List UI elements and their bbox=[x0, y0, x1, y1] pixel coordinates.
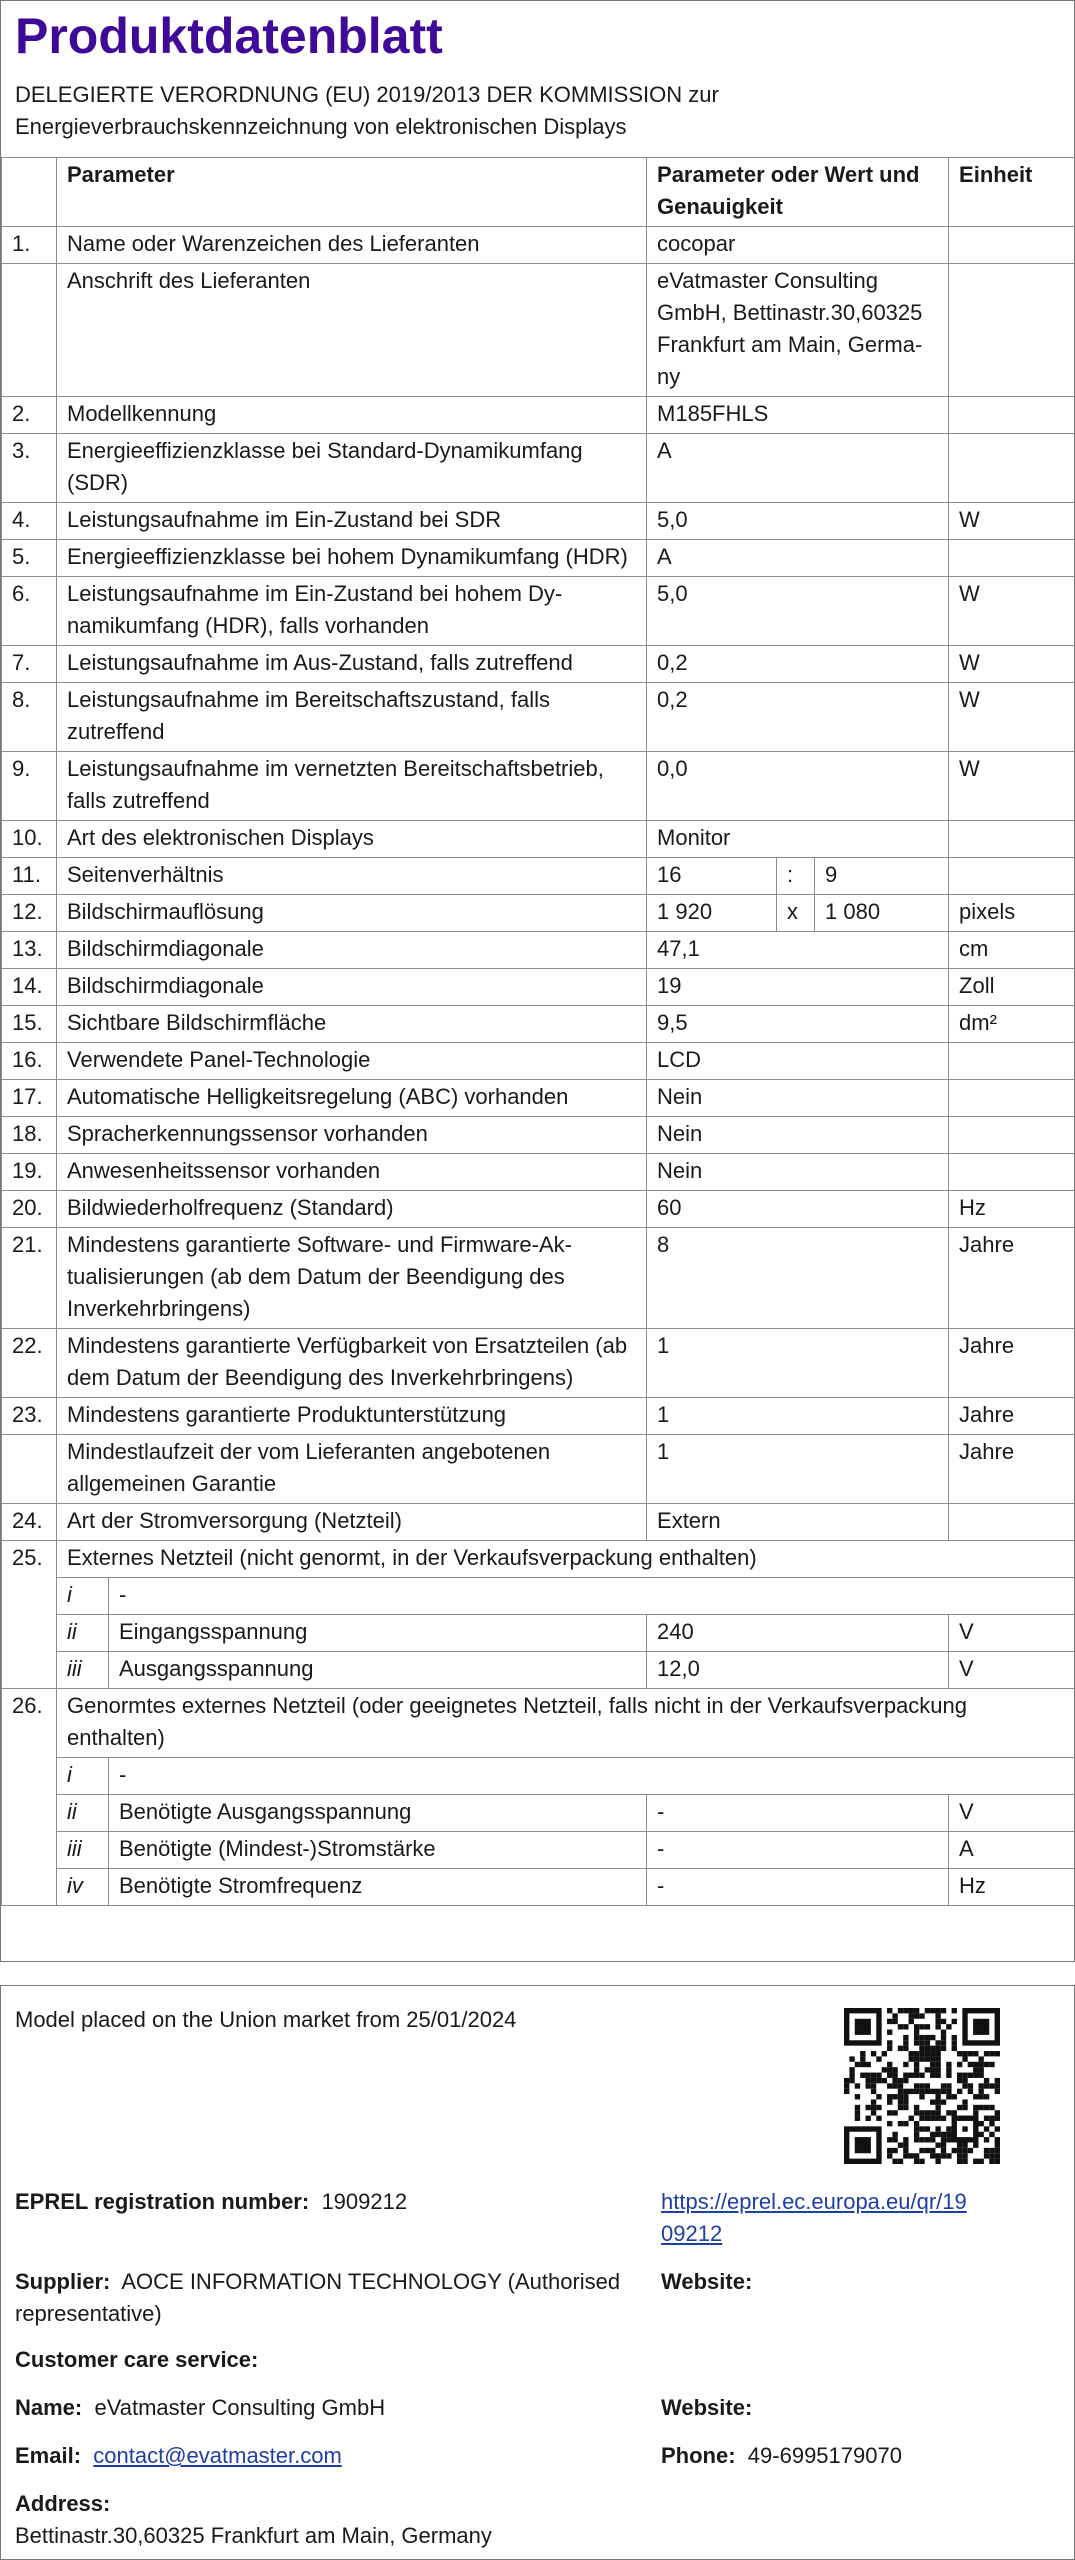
sub-parameter: Benötigte (Mindest-)Stromstärke bbox=[109, 1832, 647, 1869]
row-parameter: Modellkennung bbox=[57, 397, 647, 434]
sub-parameter: - bbox=[109, 1578, 1075, 1615]
customer-care-label: Customer care service: bbox=[15, 2347, 259, 2372]
header-value: Parameter oder Wert und Genauigkeit bbox=[647, 158, 949, 227]
psu-sub-row bbox=[2, 1615, 1075, 1652]
row-parameter: Spracherkennungssensor vorhanden bbox=[57, 1117, 647, 1154]
sub-unit: V bbox=[949, 1795, 1075, 1832]
care-email-link[interactable]: contact@evatmaster.com bbox=[93, 2443, 342, 2468]
row-unit bbox=[949, 434, 1075, 503]
row-value: 1 bbox=[647, 1398, 949, 1435]
row-number: 25. bbox=[2, 1541, 57, 1689]
row-unit: W bbox=[949, 752, 1075, 821]
row-value: 0,0 bbox=[647, 752, 949, 821]
row-number: 15. bbox=[2, 1006, 57, 1043]
row-parameter: Energieeffizienzklasse bei Standard-Dynamikumfang (SDR) bbox=[57, 434, 647, 503]
row-unit bbox=[949, 1043, 1075, 1080]
psu-sub-row bbox=[2, 1795, 1075, 1832]
row-parameter: Verwendete Panel-Technologie bbox=[57, 1043, 647, 1080]
sub-index: iv bbox=[57, 1869, 109, 1906]
row-number: 2. bbox=[2, 397, 57, 434]
eprel-link-line1[interactable]: https://eprel.ec.europa.eu/qr/19 bbox=[661, 2189, 967, 2214]
row-unit bbox=[949, 821, 1075, 858]
row-unit: Jahre bbox=[949, 1228, 1075, 1329]
row-parameter: Leistungsaufnahme im Aus-Zustand, falls zutreffend bbox=[57, 646, 647, 683]
eprel-reg-number: 1909212 bbox=[321, 2189, 408, 2214]
psu-section-title: Externes Netzteil (nicht genormt, in der Verkaufsverpackung enthalten) bbox=[57, 1541, 1075, 1578]
row-value: A bbox=[647, 540, 949, 577]
row-number: 14. bbox=[2, 969, 57, 1006]
row-value-right: 9 bbox=[815, 858, 949, 895]
row-parameter: Art der Stromversorgung (Netzteil) bbox=[57, 1504, 647, 1541]
table-row bbox=[2, 969, 1075, 1006]
row-number: 5. bbox=[2, 540, 57, 577]
page-title: Produktdatenblatt bbox=[15, 8, 443, 64]
row-value: 9,5 bbox=[647, 1006, 949, 1043]
row-parameter: Energieeffizienzklasse bei hohem Dynamikumfang (HDR) bbox=[57, 540, 647, 577]
row-unit: pixels bbox=[949, 895, 1075, 932]
table-row bbox=[2, 683, 1075, 752]
care-email-label: Email: bbox=[15, 2443, 82, 2468]
row-unit bbox=[949, 858, 1075, 895]
row-value-separator: x bbox=[777, 895, 815, 932]
table-row bbox=[2, 1043, 1075, 1080]
row-parameter: Sichtbare Bildschirmfläche bbox=[57, 1006, 647, 1043]
row-number: 11. bbox=[2, 858, 57, 895]
row-parameter: Leistungsaufnahme im Ein-Zustand bei hohem Dynamikumfang (HDR), falls vorhanden bbox=[57, 577, 647, 646]
eprel-link[interactable] bbox=[661, 2186, 967, 2250]
row-value-separator: : bbox=[777, 858, 815, 895]
row-number: 3. bbox=[2, 434, 57, 503]
table-row bbox=[2, 1191, 1075, 1228]
sub-parameter: Eingangsspannung bbox=[109, 1615, 647, 1652]
row-value: 8 bbox=[647, 1228, 949, 1329]
row-unit bbox=[949, 1504, 1075, 1541]
row-number: 6. bbox=[2, 577, 57, 646]
row-number: 9. bbox=[2, 752, 57, 821]
row-value: Nein bbox=[647, 1080, 949, 1117]
row-number: 1. bbox=[2, 227, 57, 264]
row-unit: W bbox=[949, 577, 1075, 646]
row-unit bbox=[949, 227, 1075, 264]
sub-unit: A bbox=[949, 1832, 1075, 1869]
row-unit: cm bbox=[949, 932, 1075, 969]
header-unit: Einheit bbox=[949, 158, 1075, 227]
row-parameter: Mindestens garantierte Software- und Firmware-Aktualisierungen (ab dem Datum der Beendigung des Inverkehrbringens) bbox=[57, 1228, 647, 1329]
row-value-right: 1 080 bbox=[815, 895, 949, 932]
row-number: 18. bbox=[2, 1117, 57, 1154]
table-row bbox=[2, 1006, 1075, 1043]
row-parameter: Bildwiederholfrequenz (Standard) bbox=[57, 1191, 647, 1228]
psu-sub-row bbox=[2, 1869, 1075, 1906]
row-unit bbox=[949, 1080, 1075, 1117]
row-value-left: 1 920 bbox=[647, 895, 777, 932]
sub-parameter: Benötigte Ausgangsspannung bbox=[109, 1795, 647, 1832]
table-row bbox=[2, 932, 1075, 969]
care-address-label: Address: bbox=[15, 2491, 111, 2516]
table-row bbox=[2, 577, 1075, 646]
table-row bbox=[2, 264, 1075, 397]
sub-value: 12,0 bbox=[647, 1652, 949, 1689]
psu-section-title: Genormtes externes Netzteil (oder geeignetes Netzteil, falls nicht in der Verkaufsverpackung enthalten) bbox=[57, 1689, 1075, 1758]
row-unit bbox=[949, 1154, 1075, 1191]
row-value: 1 bbox=[647, 1435, 949, 1504]
row-value: eVatmaster Consulting GmbH, Bettinastr.30,60325 Frankfurt am Main, Germany bbox=[647, 264, 949, 397]
sub-parameter: - bbox=[109, 1758, 1075, 1795]
table-row bbox=[2, 1117, 1075, 1154]
row-parameter: Bildschirmdiagonale bbox=[57, 932, 647, 969]
row-number: 21. bbox=[2, 1228, 57, 1329]
row-value: Extern bbox=[647, 1504, 949, 1541]
row-parameter: Mindestens garantierte Verfügbarkeit von Ersatzteilen (ab dem Datum der Beendigung des Inverkehrbringens) bbox=[57, 1329, 647, 1398]
table-row bbox=[2, 1504, 1075, 1541]
row-value: 5,0 bbox=[647, 577, 949, 646]
row-parameter: Automatische Helligkeitsregelung (ABC) vorhanden bbox=[57, 1080, 647, 1117]
row-unit: Hz bbox=[949, 1191, 1075, 1228]
table-row bbox=[2, 646, 1075, 683]
row-parameter: Anschrift des Lieferanten bbox=[57, 264, 647, 397]
row-number: 19. bbox=[2, 1154, 57, 1191]
row-number: 26. bbox=[2, 1689, 57, 1906]
eprel-reg-label: EPREL registration number: bbox=[15, 2189, 310, 2214]
psu-section-row bbox=[2, 1689, 1075, 1758]
sub-index: ii bbox=[57, 1615, 109, 1652]
care-phone-value: 49-6995179070 bbox=[747, 2443, 902, 2468]
table-row bbox=[2, 1228, 1075, 1329]
row-parameter: Bildschirmauflösung bbox=[57, 895, 647, 932]
row-number: 16. bbox=[2, 1043, 57, 1080]
row-unit: W bbox=[949, 683, 1075, 752]
row-parameter: Name oder Warenzeichen des Lieferanten bbox=[57, 227, 647, 264]
row-number: 20. bbox=[2, 1191, 57, 1228]
row-parameter: Seitenverhältnis bbox=[57, 858, 647, 895]
row-value: Nein bbox=[647, 1117, 949, 1154]
table-row bbox=[2, 752, 1075, 821]
sub-value: - bbox=[647, 1832, 949, 1869]
care-address-value: Bettinastr.30,60325 Frankfurt am Main, Germany bbox=[15, 2523, 492, 2548]
eprel-link-line2[interactable]: 09212 bbox=[661, 2221, 723, 2246]
row-parameter: Art des elektronischen Displays bbox=[57, 821, 647, 858]
row-unit bbox=[949, 264, 1075, 397]
row-value: 60 bbox=[647, 1191, 949, 1228]
row-number bbox=[2, 1435, 57, 1504]
row-parameter: Leistungsaufnahme im Ein-Zustand bei SDR bbox=[57, 503, 647, 540]
row-number: 10. bbox=[2, 821, 57, 858]
row-value: 1 bbox=[647, 1329, 949, 1398]
care-name-value: eVatmaster Consulting GmbH bbox=[94, 2395, 386, 2420]
sub-index: i bbox=[57, 1758, 109, 1795]
regulation-subtitle: DELEGIERTE VERORDNUNG (EU) 2019/2013 DER KOMMISSION zur Energieverbrauchskennzeichnung von elektronischen Displays bbox=[15, 82, 719, 139]
row-unit: W bbox=[949, 646, 1075, 683]
row-unit bbox=[949, 1117, 1075, 1154]
row-unit: Jahre bbox=[949, 1435, 1075, 1504]
row-number: 13. bbox=[2, 932, 57, 969]
row-value: LCD bbox=[647, 1043, 949, 1080]
supplier-label: Supplier: bbox=[15, 2269, 111, 2294]
table-row bbox=[2, 227, 1075, 264]
row-unit: Zoll bbox=[949, 969, 1075, 1006]
row-number: 12. bbox=[2, 895, 57, 932]
row-number: 17. bbox=[2, 1080, 57, 1117]
care-website-label: Website: bbox=[661, 2395, 753, 2420]
table-row bbox=[2, 895, 1075, 932]
row-parameter: Mindestens garantierte Produktunterstützung bbox=[57, 1398, 647, 1435]
table-row bbox=[2, 1080, 1075, 1117]
psu-sub-row bbox=[2, 1758, 1075, 1795]
table-header-row bbox=[2, 158, 1075, 227]
row-parameter: Mindestlaufzeit der vom Lieferanten angebotenen allgemeinen Garantie bbox=[57, 1435, 647, 1504]
header-num-cell bbox=[2, 158, 57, 227]
row-unit bbox=[949, 540, 1075, 577]
sub-unit: Hz bbox=[949, 1869, 1075, 1906]
row-value: 47,1 bbox=[647, 932, 949, 969]
row-value: Monitor bbox=[647, 821, 949, 858]
table-row bbox=[2, 434, 1075, 503]
psu-sub-row bbox=[2, 1832, 1075, 1869]
row-unit bbox=[949, 397, 1075, 434]
row-value: Nein bbox=[647, 1154, 949, 1191]
row-number: 24. bbox=[2, 1504, 57, 1541]
sub-index: iii bbox=[57, 1832, 109, 1869]
sub-index: i bbox=[57, 1578, 109, 1615]
row-value-left: 16 bbox=[647, 858, 777, 895]
table-row bbox=[2, 1435, 1075, 1504]
care-phone-label: Phone: bbox=[661, 2443, 736, 2468]
row-number: 7. bbox=[2, 646, 57, 683]
row-parameter: Anwesenheitssensor vorhanden bbox=[57, 1154, 647, 1191]
row-number: 23. bbox=[2, 1398, 57, 1435]
table-row bbox=[2, 1398, 1075, 1435]
table-row bbox=[2, 397, 1075, 434]
parameter-table bbox=[1, 157, 1075, 1906]
sub-index: iii bbox=[57, 1652, 109, 1689]
sub-parameter: Benötigte Stromfrequenz bbox=[109, 1869, 647, 1906]
row-parameter: Bildschirmdiagonale bbox=[57, 969, 647, 1006]
table-row bbox=[2, 821, 1075, 858]
care-name-label: Name: bbox=[15, 2395, 83, 2420]
row-value: M185FHLS bbox=[647, 397, 949, 434]
row-number bbox=[2, 264, 57, 397]
table-row bbox=[2, 1329, 1075, 1398]
table-row bbox=[2, 1154, 1075, 1191]
table-row bbox=[2, 540, 1075, 577]
row-number: 4. bbox=[2, 503, 57, 540]
supplier-website-label: Website: bbox=[661, 2269, 753, 2294]
row-number: 8. bbox=[2, 683, 57, 752]
table-row bbox=[2, 503, 1075, 540]
row-unit: Jahre bbox=[949, 1398, 1075, 1435]
row-parameter: Leistungsaufnahme im vernetzten Bereitschaftsbetrieb, falls zutreffend bbox=[57, 752, 647, 821]
sub-index: ii bbox=[57, 1795, 109, 1832]
market-placement-text: Model placed on the Union market from 25/01/2024 bbox=[15, 2007, 517, 2032]
sub-value: 240 bbox=[647, 1615, 949, 1652]
supplier-line1: AOCE INFORMATION TECHNOLOGY (Authorised bbox=[121, 2269, 621, 2294]
row-value: 19 bbox=[647, 969, 949, 1006]
row-value: cocopar bbox=[647, 227, 949, 264]
supplier-line2: representative) bbox=[15, 2301, 162, 2326]
psu-sub-row bbox=[2, 1578, 1075, 1615]
row-parameter: Leistungsaufnahme im Bereitschaftszustand, falls zutreffend bbox=[57, 683, 647, 752]
table-row bbox=[2, 858, 1075, 895]
header-parameter: Parameter bbox=[57, 158, 647, 227]
row-unit: dm² bbox=[949, 1006, 1075, 1043]
sub-unit: V bbox=[949, 1652, 1075, 1689]
sub-parameter: Ausgangsspannung bbox=[109, 1652, 647, 1689]
row-value: A bbox=[647, 434, 949, 503]
row-value: 0,2 bbox=[647, 683, 949, 752]
sub-value: - bbox=[647, 1795, 949, 1832]
row-unit: W bbox=[949, 503, 1075, 540]
row-value: 0,2 bbox=[647, 646, 949, 683]
sub-unit: V bbox=[949, 1615, 1075, 1652]
psu-section-row bbox=[2, 1541, 1075, 1578]
psu-sub-row bbox=[2, 1652, 1075, 1689]
sub-value: - bbox=[647, 1869, 949, 1906]
qr-code-icon[interactable] bbox=[844, 2008, 1000, 2164]
row-number: 22. bbox=[2, 1329, 57, 1398]
row-unit: Jahre bbox=[949, 1329, 1075, 1398]
row-value: 5,0 bbox=[647, 503, 949, 540]
eprel-info-panel bbox=[0, 1985, 1075, 2560]
